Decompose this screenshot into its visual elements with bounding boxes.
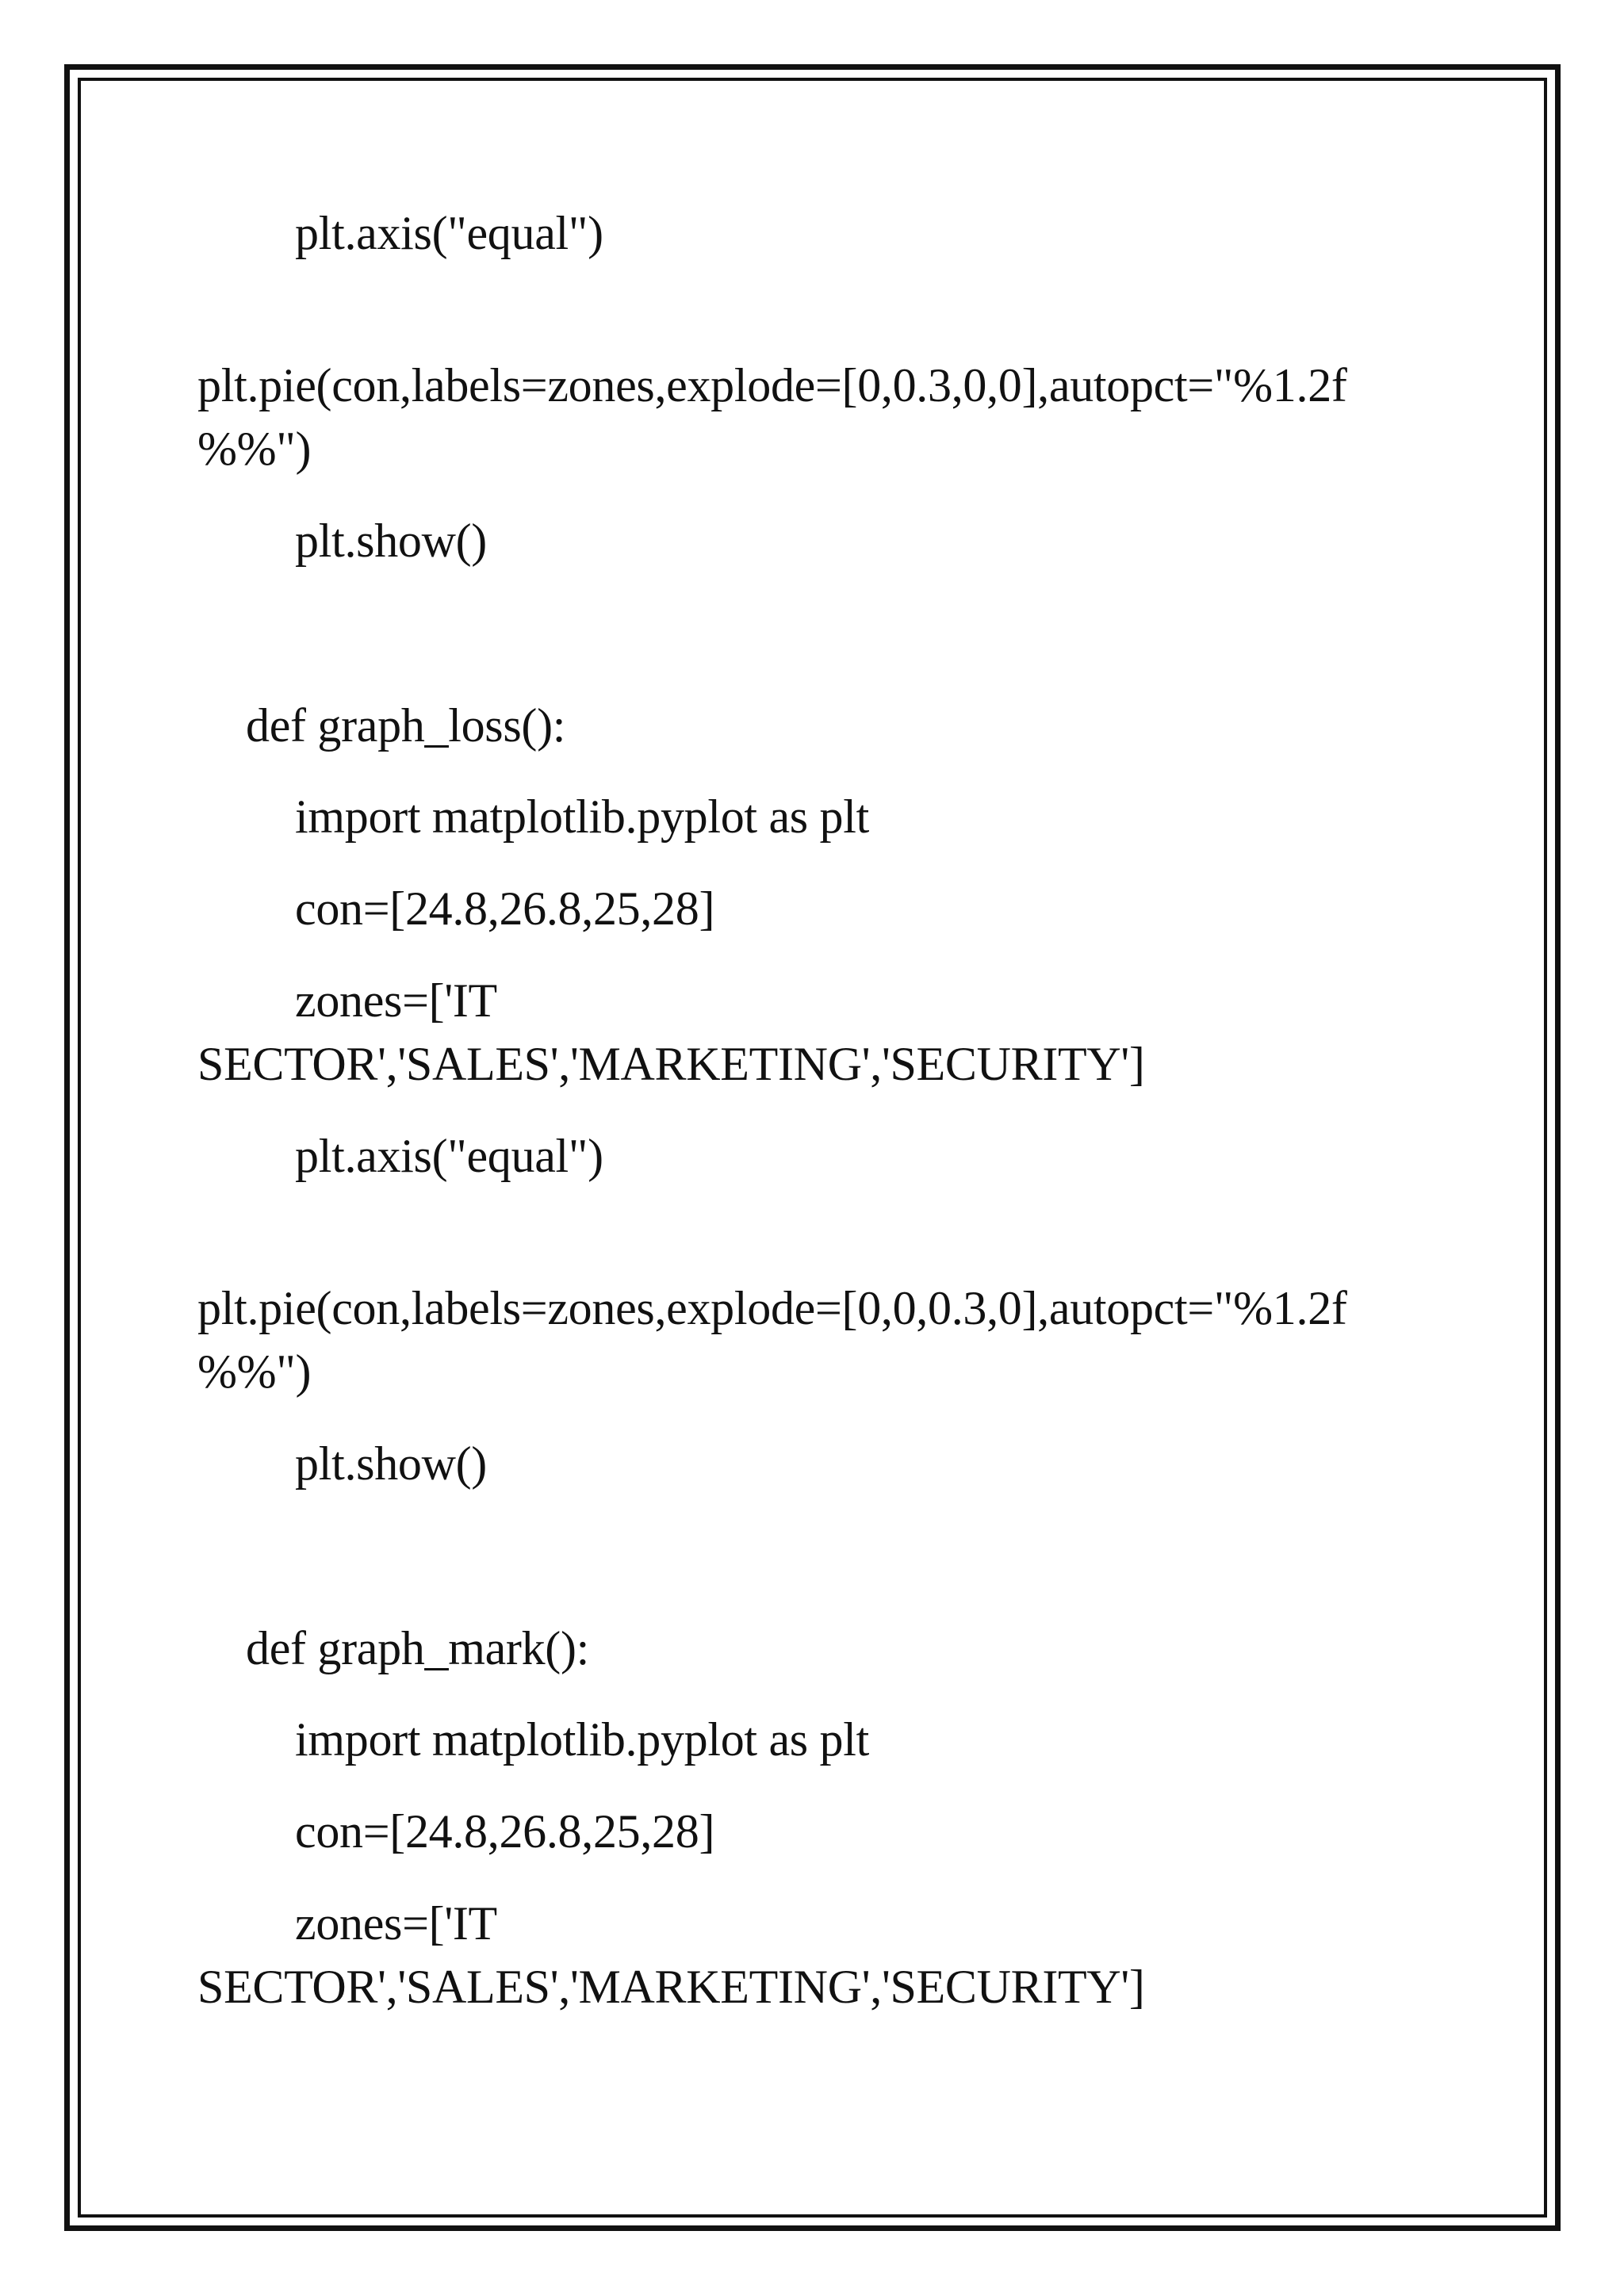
code-line: plt.pie(con,labels=zones,explode=[0,0.3,0,0],autopct="%1.2f	[197, 359, 1347, 411]
code-line: plt.show()	[295, 1437, 487, 1490]
code-line: con=[24.8,26.8,25,28]	[295, 882, 715, 935]
code-line: plt.axis("equal")	[295, 1130, 603, 1182]
code-line: import matplotlib.pyplot as plt	[295, 790, 870, 843]
code-line: def graph_mark():	[246, 1622, 590, 1674]
code-line: import matplotlib.pyplot as plt	[295, 1713, 870, 1766]
code-line: plt.pie(con,labels=zones,explode=[0,0,0.3,0],autopct="%1.2f	[197, 1282, 1347, 1334]
code-line: plt.show()	[295, 515, 487, 567]
code-line: %%")	[197, 1345, 312, 1398]
code-line: %%")	[197, 423, 312, 475]
code-line: SECTOR','SALES','MARKETING','SECURITY']	[197, 1961, 1145, 2013]
code-line: plt.axis("equal")	[295, 207, 603, 259]
code-line: con=[24.8,26.8,25,28]	[295, 1805, 715, 1858]
code-line: zones=['IT	[295, 1897, 497, 1950]
code-line: SECTOR','SALES','MARKETING','SECURITY']	[197, 1038, 1145, 1090]
code-line: zones=['IT	[295, 974, 497, 1027]
code-line: def graph_loss():	[246, 699, 566, 752]
